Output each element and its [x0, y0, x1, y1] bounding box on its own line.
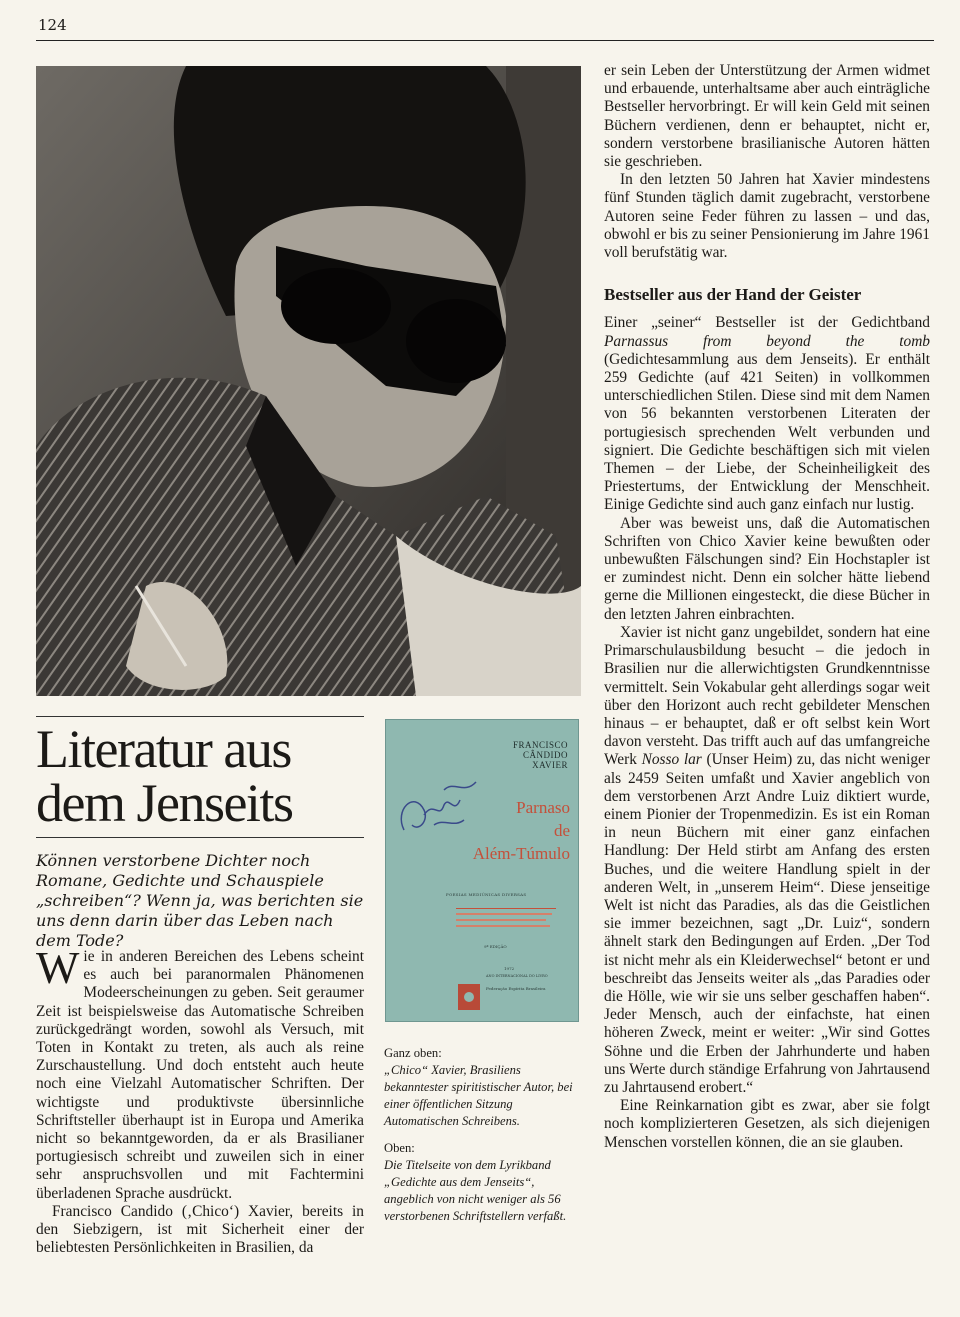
text-run: (Unser Heim) zu, das nicht weniger als 2459 Seiten umfaßt und Xavier angeblich von dem verstorbenen Arzt Andre Luiz diktiert wurde, einem Pionier der Tropenmedizin. Es ist ein Roman in neun Büchern mit einer ganz einfachen Handlung: Der Held stirbt am Anfang des ersten Buches, und die weitere Handlung spielt in der anderen Welt, in „unserem Heim“. Diese jenseitige Welt ist nicht das Paradies, als das die Geistlichen sie immer bezeichnen, sagt „Dr. Luiz“, sondern ähnelt stark den Bedingungen auf Erden. „Der Tod ist nicht mehr als ein Kleiderwechsel“ betont er und beschreibt das Jenseits weiter als „das Paradies oder die Hölle, wie wir sie uns selber geschaffen haben“. Jeder Mensch, auch der einfachste, hat einen höheren Zweck, meint er weiter: „Wir sind Gottes Söhne und die Erben der Jahrhunderte und haben uns Werte durch ständige Erfahrung von Jahrtausend zu Jahrtausend erobert.“: [604, 751, 930, 1096]
page-number: 124: [38, 16, 67, 34]
intro-text: ie in anderen Bereichen des Lebens scheint es auch bei paranormalen Phänomenen Modeerscheinungen zu geben. Seit geraumer Zeit ist beispielsweise das Automatische Schreiben zurückgedrängt worden, sowohl als Versuch, mit Toten in Kontakt zu treten, als auch als reine Zurschaustellung. Und doch entsteht auch heute noch eine Vielzahl Automatischer Schriften. Der wichtigste und produktivste übersinnliche Schriftsteller überhaupt ist in Europa und Amerika nicht so bekanntgeworden, da er als Brasilianer portugiesisch schreibt und zuweilen sich in einer sehr anspruchsvollen und mit Fachtermini überladenen Sprache ausdrückt.: [36, 948, 364, 1202]
text-run: Xavier ist nicht ganz ungebildet, sondern hat eine Primarschulausbildung besucht – die jedoch in Brasilien nur die allerwichtigsten Grundkenntnisse vermittelt. Sein Vokabular geht allerdings sogar weit über den Horizont auch recht gebildeter Menschen hinaus – er behauptet, daß er oft selbst kein Wort davon versteht. Das trifft auch auf das umfangreiche Werk: [604, 623, 930, 769]
paragraph: [604, 314, 930, 514]
left-column: [36, 942, 364, 1257]
headline-rule-bottom: [36, 837, 364, 838]
cover-publisher: Federação Espírita Brasileira: [486, 986, 546, 991]
paragraph: [604, 624, 930, 1097]
caption-cover: [384, 1140, 584, 1225]
cover-year: 1972: [504, 966, 515, 971]
paragraph: Aber was beweist uns, daß die Automatischen Schriften von Chico Xavier keine bewußten oder unbewußten Fälschungen sind? Ein Hochstapler ist er zumindest nicht. Denn ein solcher hätte liebend gerne die Millionen eingesteckt, die diese Bücher in den letzten Jahren einbrachten.: [604, 514, 930, 623]
paragraph-intro: [36, 942, 364, 1203]
cover-author-line: FRANCISCO: [512, 740, 568, 750]
cover-title: [473, 796, 570, 865]
article-lead: [36, 851, 366, 951]
cover-title-line: Além-Túmulo: [472, 844, 570, 863]
text-run: (Gedichtesammlung aus dem Jenseits). Er enthält 259 Gedichte (auf 421 Seiten) in vollkommen unterschiedlichen Stilen. Diese sind mit dem Namen von 56 bekannten verstorbenen Literaten der portugiesisch sprechenden Welt verbunden und signiert. Die Gedichte beschäftigen sich mit vielen Themen – der Liebe, der Scheinheiligkeit des Priestertums, der Entwicklung der Menschheit. Einige Gedichte sind auch ganz einfach nur lustig.: [604, 350, 930, 514]
article-headline: [36, 719, 376, 833]
publisher-logo-icon: [458, 984, 480, 1010]
headline-line-1: Literatur aus: [36, 719, 291, 779]
author-photo: [36, 66, 581, 696]
caption-label: Ganz oben:: [384, 1046, 442, 1060]
headline-line-2: dem Jenseits: [36, 773, 293, 833]
section-heading: Bestseller aus der Hand der Geister: [604, 285, 862, 305]
caption-text: Die Titelseite von dem Lyrikband „Gedichte aus dem Jenseits“, angeblich von nicht weniger als 56 verstorbenen Schriftstellern verfaßt.: [384, 1158, 567, 1223]
lead-text: Können verstorbene Dichter noch Romane, Gedichte und Schauspiele „schreiben“? Wenn ja, was berichten sie uns denn darin über das Leben nach dem Tode?: [36, 851, 364, 950]
right-column: [604, 62, 930, 1152]
book-title: Nosso lar: [641, 751, 702, 769]
paragraph: Eine Reinkarnation gibt es zwar, aber sie folgt noch komplizierteren Gesetzen, als sich diejenigen Menschen vorstellen können, die an sie glauben.: [604, 1097, 930, 1151]
cover-title-line: de: [553, 821, 570, 840]
cover-subtitle: POESIAS MEDIÚNICAS DIVERSAS: [446, 892, 527, 897]
caption-photo: [384, 1045, 584, 1130]
book-cover: [385, 719, 579, 1022]
caption-text: „Chico“ Xavier, Brasiliens bekanntester spiritistischer Autor, bei einer öffentlichen Sitzung Automatischen Schreibens.: [384, 1063, 573, 1128]
text-run: Einer „seiner“ Bestseller ist der Gedichtband: [604, 314, 930, 332]
cover-edition: 9ª EDIÇÃO: [484, 944, 507, 949]
headline-rule-top: [36, 716, 364, 717]
image-captions: [384, 1045, 584, 1225]
paragraph: er sein Leben der Unterstützung der Armen widmet und erbauende, unterhaltsame aber auch einträgliche Bestseller hervorbringt. Er will kein Geld mit seinen Büchern verdienen, denn er behauptet, nicht er, sondern verstorbene brasilianische Autoren hätten sie geschrieben.: [604, 62, 930, 171]
cover-text-block: [456, 908, 556, 935]
cover-title-line: Parnaso: [516, 798, 570, 817]
cover-anniversary: ANO INTERNACIONAL DO LIVRO: [486, 974, 548, 978]
cover-author-line: XAVIER: [532, 760, 568, 770]
paragraph: In den letzten 50 Jahren hat Xavier mindestens fünf Stunden täglich damit zugebracht, verstorbene Autoren seine Feder führen zu lassen – und das, obwohl er bis zu seiner Pensionierung im Jahre 1961 voll berufstätig war.: [604, 171, 930, 262]
header-rule: [36, 40, 934, 41]
drop-cap: W: [36, 942, 80, 993]
paragraph-xavier: Francisco Candido (‚Chico‘) Xavier, bereits in den Siebzigern, ist mit Sicherheit einer der beliebtesten Persönlichkeiten in Brasilien, da: [36, 1202, 364, 1257]
cover-author: [513, 740, 568, 770]
caption-label: Oben:: [384, 1141, 415, 1155]
cover-signature: [394, 770, 484, 840]
cover-author-line: CÂNDIDO: [523, 750, 568, 760]
book-title: Parnassus from beyond the tomb: [604, 332, 930, 350]
